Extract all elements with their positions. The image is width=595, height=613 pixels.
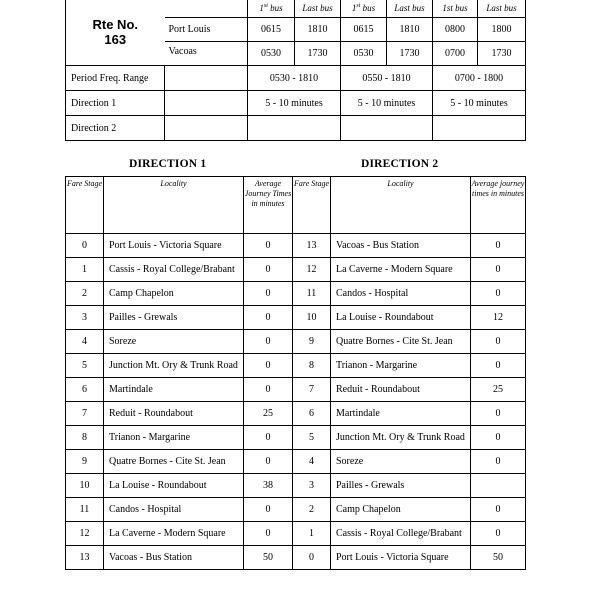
route-label: Rte No.	[92, 17, 138, 32]
locality-cell: Port Louis - Victoria Square	[331, 546, 471, 570]
period-range-cell: 0550 - 1810	[341, 66, 433, 91]
locality-header: Locality	[331, 177, 471, 234]
table-row	[66, 498, 526, 522]
locality-cell: Camp Chapelon	[104, 282, 244, 306]
locality-cell: Pailles - Grewals	[104, 306, 244, 330]
locality-cell: Martindale	[331, 402, 471, 426]
fare-stage-cell: 1	[293, 522, 331, 546]
journey-time-cell: 50	[471, 546, 526, 570]
journey-time-cell: 50	[244, 546, 293, 570]
time-cell: 1800	[478, 18, 526, 42]
locality-cell: Reduit - Roundabout	[331, 378, 471, 402]
locality-cell: La Louise - Roundabout	[331, 306, 471, 330]
time-cell: 0615	[341, 18, 387, 42]
table-row	[66, 402, 526, 426]
locality-cell: Soreze	[331, 450, 471, 474]
journey-time-cell: 38	[244, 474, 293, 498]
fare-stage-cell: 9	[66, 450, 104, 474]
locality-cell: Quatre Bornes - Cite St. Jean	[331, 330, 471, 354]
fare-stage-cell: 3	[293, 474, 331, 498]
first-bus-header-3: 1st bus	[433, 0, 478, 18]
direction1-title: DIRECTION 1	[129, 158, 207, 170]
journey-time-cell: 0	[471, 282, 526, 306]
journey-time-cell: 0	[471, 354, 526, 378]
journey-time-cell: 0	[244, 354, 293, 378]
fare-stage-cell: 0	[293, 546, 331, 570]
journey-time-cell: 0	[471, 234, 526, 258]
time-cell: 1730	[295, 42, 341, 66]
time-cell: 0530	[341, 42, 387, 66]
time-cell: 1730	[478, 42, 526, 66]
fare-stage-body	[66, 234, 526, 570]
journey-time-cell: 0	[244, 522, 293, 546]
table-row	[66, 282, 526, 306]
table-row	[66, 426, 526, 450]
locality-cell: La Caverne - Modern Square	[104, 522, 244, 546]
time-cell: 1730	[387, 42, 433, 66]
fare-stage-cell: 6	[66, 378, 104, 402]
fare-stage-cell: 10	[66, 474, 104, 498]
blank-header-cell	[165, 0, 248, 18]
blank-cell	[165, 91, 248, 116]
fare-stage-cell: 2	[66, 282, 104, 306]
frequency-cell: 5 - 10 minutes	[433, 91, 526, 116]
fare-stage-cell: 11	[293, 282, 331, 306]
fare-stage-cell: 10	[293, 306, 331, 330]
journey-time-cell: 0	[244, 330, 293, 354]
locality-cell: Soreze	[104, 330, 244, 354]
locality-cell: Vacoas - Bus Station	[331, 234, 471, 258]
locality-cell: Camp Chapelon	[331, 498, 471, 522]
journey-time-cell: 0	[471, 402, 526, 426]
fare-stage-cell: 1	[66, 258, 104, 282]
avg-time-header: Average Journey Times in minutes	[244, 177, 293, 234]
time-cell: 0700	[433, 42, 478, 66]
locality-cell: Trianon - Margarine	[104, 426, 244, 450]
fare-stage-table	[65, 176, 526, 570]
last-bus-header-1: Last bus	[295, 0, 341, 18]
journey-time-cell: 0	[471, 330, 526, 354]
frequency-cell	[341, 116, 433, 141]
avg-time-header: Average journey times in minutes	[471, 177, 526, 234]
fare-stage-cell: 3	[66, 306, 104, 330]
journey-time-cell: 0	[244, 498, 293, 522]
journey-time-cell: 0	[244, 378, 293, 402]
locality-cell: Candos - Hospital	[104, 498, 244, 522]
route-number: 163	[104, 32, 127, 47]
journey-time-cell: 0	[244, 258, 293, 282]
locality-cell: Reduit - Roundabout	[104, 402, 244, 426]
table-row	[66, 258, 526, 282]
fare-stage-cell: 0	[66, 234, 104, 258]
period-range-cell: 0530 - 1810	[248, 66, 341, 91]
journey-time-cell: 0	[244, 426, 293, 450]
frequency-cell	[248, 116, 341, 141]
table-row	[66, 306, 526, 330]
table-header-row	[66, 177, 526, 234]
time-cell: 0530	[248, 42, 295, 66]
locality-cell: Cassis - Royal College/Brabant	[331, 522, 471, 546]
terminal-name: Port Louis	[165, 18, 248, 42]
locality-cell: Martindale	[104, 378, 244, 402]
journey-time-cell: 25	[471, 378, 526, 402]
journey-time-cell: 0	[471, 498, 526, 522]
journey-time-cell: 0	[244, 282, 293, 306]
fare-stage-cell: 5	[66, 354, 104, 378]
table-row	[66, 378, 526, 402]
journey-time-cell	[471, 474, 526, 498]
time-cell: 0615	[248, 18, 295, 42]
direction2-title: DIRECTION 2	[361, 158, 439, 170]
fare-stage-cell: 6	[293, 402, 331, 426]
fare-stage-cell: 4	[293, 450, 331, 474]
journey-time-cell: 0	[244, 306, 293, 330]
locality-header: Locality	[104, 177, 244, 234]
journey-time-cell: 0	[471, 450, 526, 474]
direction2-label: Direction 2	[66, 116, 165, 141]
schedule-table	[65, 0, 526, 141]
table-row	[66, 522, 526, 546]
last-bus-header-3: Last bus	[478, 0, 526, 18]
period-range-cell: 0700 - 1800	[433, 66, 526, 91]
table-row	[66, 546, 526, 570]
locality-cell: La Louise - Roundabout	[104, 474, 244, 498]
fare-stage-cell: 7	[66, 402, 104, 426]
fare-stage-cell: 11	[66, 498, 104, 522]
locality-cell: Cassis - Royal College/Brabant	[104, 258, 244, 282]
journey-time-cell: 0	[244, 450, 293, 474]
fare-stage-cell: 8	[66, 426, 104, 450]
journey-time-cell: 0	[244, 234, 293, 258]
locality-cell: Quatre Bornes - Cite St. Jean	[104, 450, 244, 474]
fare-stage-cell: 7	[293, 378, 331, 402]
fare-stage-cell: 9	[293, 330, 331, 354]
journey-time-cell: 25	[244, 402, 293, 426]
table-row	[66, 234, 526, 258]
blank-cell	[165, 66, 248, 91]
locality-cell: Trianon - Margarine	[331, 354, 471, 378]
first-bus-header-1: 1st bus	[248, 0, 295, 18]
fare-stage-cell: 5	[293, 426, 331, 450]
fare-stage-cell: 12	[293, 258, 331, 282]
terminal-name: Vacoas	[165, 42, 248, 66]
frequency-cell: 5 - 10 minutes	[248, 91, 341, 116]
journey-time-cell: 0	[471, 522, 526, 546]
first-bus-header-2: 1st bus	[341, 0, 387, 18]
time-cell: 0800	[433, 18, 478, 42]
route-number-cell	[66, 0, 165, 66]
locality-cell: Junction Mt. Ory & Trunk Road	[331, 426, 471, 450]
fare-stage-cell: 13	[66, 546, 104, 570]
blank-cell	[165, 116, 248, 141]
fare-stage-header: Fare Stage	[293, 177, 331, 234]
table-row	[66, 450, 526, 474]
direction1-label: Direction 1	[66, 91, 165, 116]
journey-time-cell: 12	[471, 306, 526, 330]
frequency-cell	[433, 116, 526, 141]
fare-stage-cell: 8	[293, 354, 331, 378]
locality-cell: Vacoas - Bus Station	[104, 546, 244, 570]
locality-cell: Junction Mt. Ory & Trunk Road	[104, 354, 244, 378]
time-cell: 1810	[387, 18, 433, 42]
locality-cell: La Caverne - Modern Square	[331, 258, 471, 282]
time-cell: 1810	[295, 18, 341, 42]
fare-stage-cell: 4	[66, 330, 104, 354]
table-row	[66, 474, 526, 498]
table-row	[66, 330, 526, 354]
fare-stage-cell: 13	[293, 234, 331, 258]
locality-cell: Candos - Hospital	[331, 282, 471, 306]
journey-time-cell: 0	[471, 258, 526, 282]
locality-cell: Pailles - Grewals	[331, 474, 471, 498]
fare-stage-cell: 12	[66, 522, 104, 546]
locality-cell: Port Louis - Victoria Square	[104, 234, 244, 258]
fare-stage-header: Fare Stage	[66, 177, 104, 234]
frequency-cell: 5 - 10 minutes	[341, 91, 433, 116]
last-bus-header-2: Last bus	[387, 0, 433, 18]
journey-time-cell: 0	[471, 426, 526, 450]
table-row	[66, 354, 526, 378]
period-freq-label: Period Freq. Range	[66, 66, 165, 91]
fare-stage-cell: 2	[293, 498, 331, 522]
